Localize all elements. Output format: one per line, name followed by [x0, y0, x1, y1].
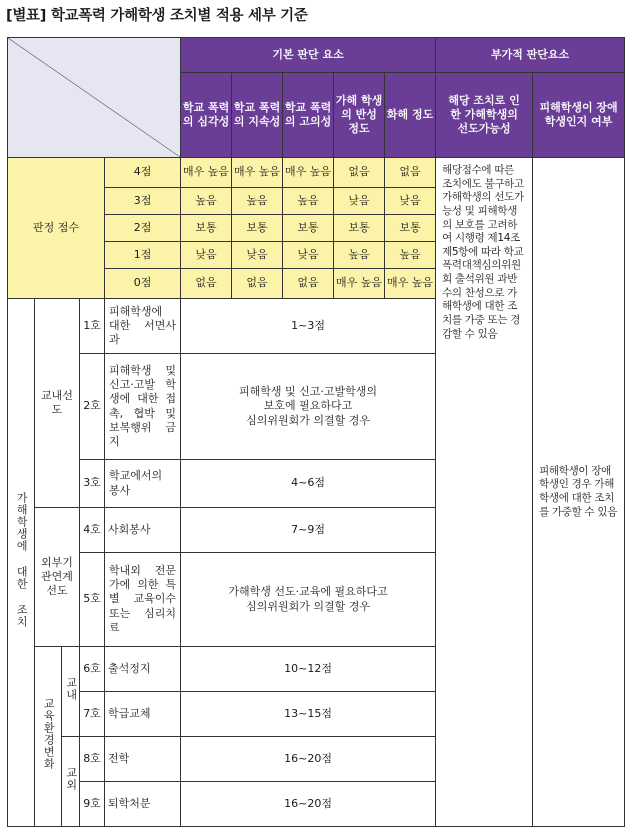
measure-condition-protection: 피해학생 및 신고·고발학생의 보호에 필요하다고 심의위원회가 의결할 경우 [181, 354, 436, 460]
score-label: 판정 점수 [8, 158, 105, 299]
extra-factors-header: 부가적 판단요소 [436, 38, 625, 73]
measure-range: 13~15점 [181, 692, 436, 737]
col-remorse-header: 가해 학생의 반성 정도 [334, 73, 385, 158]
score-points: 3점 [105, 188, 181, 215]
score-remorse: 높음 [334, 242, 385, 269]
measure-range: 16~20점 [181, 782, 436, 827]
score-reconcile: 없음 [385, 158, 436, 188]
col-reconcile-header: 화해 정도 [385, 73, 436, 158]
measure-name: 학교에서의 봉사 [105, 460, 181, 508]
score-severity: 낮음 [181, 242, 232, 269]
score-remorse: 낮음 [334, 188, 385, 215]
score-intent: 매우 높음 [283, 158, 334, 188]
score-severity: 보통 [181, 215, 232, 242]
score-severity: 매우 높음 [181, 158, 232, 188]
col-persistence-header: 학교 폭력의 지속성 [232, 73, 283, 158]
score-points: 1점 [105, 242, 181, 269]
measure-range: 1~3점 [181, 299, 436, 354]
sub-out-school: 교외 [62, 737, 80, 827]
score-remorse: 없음 [334, 158, 385, 188]
score-reconcile: 매우 높음 [385, 269, 436, 299]
score-intent: 높음 [283, 188, 334, 215]
category-school: 교내선도 [35, 299, 80, 508]
score-points: 2점 [105, 215, 181, 242]
score-row [8, 158, 625, 188]
score-persistence: 보통 [232, 215, 283, 242]
score-intent: 낮음 [283, 242, 334, 269]
score-persistence: 매우 높음 [232, 158, 283, 188]
measure-no: 7호 [80, 692, 105, 737]
measure-no: 1호 [80, 299, 105, 354]
score-severity: 높음 [181, 188, 232, 215]
measure-name: 사회봉사 [105, 508, 181, 553]
col-guidance-header: 해당 조치로 인한 가해학생의 선도가능성 [436, 73, 533, 158]
measure-range: 7~9점 [181, 508, 436, 553]
disability-note: 피해학생이 장애학생인 경우 가해학생에 대한 조치를 가중할 수 있음 [533, 158, 625, 827]
measure-no: 5호 [80, 553, 105, 647]
measure-no: 6호 [80, 647, 105, 692]
measure-name: 학급교체 [105, 692, 181, 737]
measure-name: 출석정지 [105, 647, 181, 692]
score-remorse: 매우 높음 [334, 269, 385, 299]
sub-in-school: 교내 [62, 647, 80, 737]
measure-no: 9호 [80, 782, 105, 827]
basic-factors-header: 기본 판단 요소 [181, 38, 436, 73]
measure-no: 2호 [80, 354, 105, 460]
score-reconcile: 보통 [385, 215, 436, 242]
score-persistence: 없음 [232, 269, 283, 299]
measure-name: 전학 [105, 737, 181, 782]
score-severity: 없음 [181, 269, 232, 299]
diagonal-corner-cell [8, 38, 181, 158]
category-env: 교육환경변화 [35, 647, 62, 827]
col-intent-header: 학교 폭력의 고의성 [283, 73, 334, 158]
measure-name: 학내외 전문가에 의한 특별 교육이수 또는 심리치료 [105, 553, 181, 647]
score-persistence: 낮음 [232, 242, 283, 269]
measures-group-label: 가해학생에 대한 조치 [8, 299, 35, 827]
page-title: [별표] 학교폭력 가해학생 조치별 적용 세부 기준 [6, 8, 308, 24]
score-intent: 보통 [283, 215, 334, 242]
measure-no: 4호 [80, 508, 105, 553]
score-persistence: 높음 [232, 188, 283, 215]
category-external: 외부기관연계선도 [35, 508, 80, 647]
measure-condition-education: 가해학생 선도·교육에 필요하다고 심의위원회가 의결할 경우 [181, 553, 436, 647]
measure-no: 3호 [80, 460, 105, 508]
measure-no: 8호 [80, 737, 105, 782]
score-remorse: 보통 [334, 215, 385, 242]
score-intent: 없음 [283, 269, 334, 299]
col-disability-header: 피해학생이 장애학생인지 여부 [533, 73, 625, 158]
col-severity-header: 학교 폭력의 심각성 [181, 73, 232, 158]
measure-range: 10~12점 [181, 647, 436, 692]
measure-name: 피해학생 및 신고·고발 학생에 대한 접촉, 협박 및 보복행위 금지 [105, 354, 181, 460]
score-reconcile: 높음 [385, 242, 436, 269]
score-reconcile: 낮음 [385, 188, 436, 215]
score-points: 4점 [105, 158, 181, 188]
measure-range: 4~6점 [181, 460, 436, 508]
measure-name: 퇴학처분 [105, 782, 181, 827]
score-points: 0점 [105, 269, 181, 299]
measure-name: 피해학생에 대한 서면사과 [105, 299, 181, 354]
criteria-table [7, 37, 625, 827]
guidance-note: 해당점수에 따른 조치에도 불구하고 가해학생의 선도가능성 및 피해학생의 보호를 고려하여 시행령 제14조제5항에 따라 학교폭력대책심의위원회 출석위원 과반수의 찬성으로 가해학생에 대한 조치를 가중 또는 경감할 수 있음 [436, 158, 533, 827]
measure-range: 16~20점 [181, 737, 436, 782]
